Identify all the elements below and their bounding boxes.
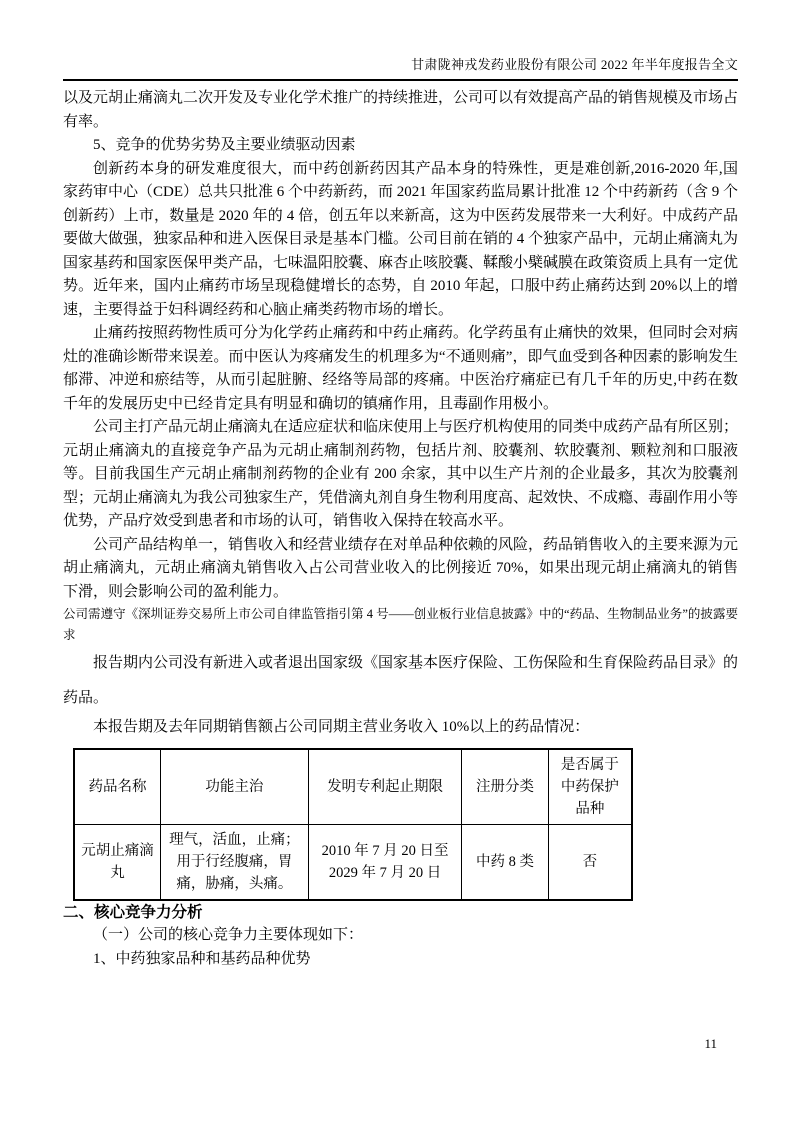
section-2-heading: 二、核心竞争力分析 <box>63 903 203 921</box>
table-row <box>74 824 632 900</box>
paragraph-disclosure-requirement: 公司需遵守《深圳证券交易所上市公司自律监管指引第 4 号——创业板行业信息披露》中的“药品、生物制品业务”的披露要求 <box>63 607 738 642</box>
table-header-registration-class: 注册分类 <box>462 749 548 825</box>
table-header-drug-name: 药品名称 <box>74 749 160 825</box>
paragraph-table-intro: 本报告期及去年同期销售额占公司同期主营业务收入 10%以上的药品情况： <box>93 719 590 735</box>
paragraph-continuation: 以及元胡止痛滴丸二次开发及专业化学术推广的持续推进，公司可以有效提高产品的销售规模及市场占有率。 <box>63 90 739 130</box>
page-content <box>63 87 738 971</box>
page-number: 11 <box>704 1036 717 1051</box>
table-header-patent-term: 发明专利起止期限 <box>308 749 461 825</box>
paragraph-innovation-drugs: 创新药本身的研发难度很大，而中药创新药因其产品本身的特殊性，更是难创新,2016-2020 年,国家药审中心（CDE）总共只批准 6 个中药新药，而 2021 年国家药监局累计批准 12 个中药新药（含 9 个创新药）上市，数量是 2020 年的 4 倍，创五年以来新高，这为中医药发展带来一大利好。中成药产品要做大做强，独家品种和进入医保目录是基本门槛。公司目前在销的 4 个独家产品中，元胡止痛滴丸为国家基药和国家医保甲类产品，七味温阳胶囊、麻杏止咳胶囊、鞣酸小檗碱膜在政策资质上具有一定优势。近年来，国内止痛药市场呈现稳健增长的态势，自 2010 年起，口服中药止痛药达到 20%以上的增速，主要得益于妇科调经药和心脑止痛类药物市场的增长。 <box>63 160 739 318</box>
table-header-row <box>74 749 632 825</box>
cell-patent-term: 2010 年 7 月 20 日至 2029 年 7 月 20 日 <box>308 824 461 900</box>
heading-competition-drivers: 5、竞争的优势劣势及主要业绩驱动因素 <box>93 137 356 153</box>
cell-drug-name: 元胡止痛滴丸 <box>74 824 160 900</box>
cell-registration-class: 中药 8 类 <box>462 824 548 900</box>
page-header-title: 甘肃陇神戎发药业股份有限公司 2022 年半年度报告全文 <box>63 54 738 81</box>
table-header-functions: 功能主治 <box>160 749 308 825</box>
table-header-tcm-protection: 是否属于中药保护品种 <box>548 749 632 825</box>
section-2-subheading: （一）公司的核心竞争力主要体现如下： <box>93 927 364 943</box>
drug-info-table <box>73 748 633 901</box>
paragraph-painkiller-market: 止痛药按照药物性质可分为化学药止痛药和中药止痛药。化学药虽有止痛快的效果，但同时会对病灶的准确诊断带来误差。而中医认为疼痛发生的机理多为“不通则痛”，即气血受到各种因素的影响发生郁滞、冲逆和瘀结等，从而引起脏腑、经络等局部的疼痛。中医治疗痛症已有几千年的历史,中药在数千年的发展历史中已经肯定具有明显和确切的镇痛作用，且毒副作用极小。 <box>63 325 739 412</box>
paragraph-insurance-catalog: 报告期内公司没有新进入或者退出国家级《国家基本医疗保险、工伤保险和生育保险药品目录》的药品。 <box>63 655 739 706</box>
section-2-item-1: 1、中药独家品种和基药品种优势 <box>93 950 311 967</box>
cell-tcm-protection: 否 <box>548 824 632 900</box>
paragraph-single-product-risk: 公司产品结构单一，销售收入和经营业绩存在对单品种依赖的风险，药品销售收入的主要来源为元胡止痛滴丸，元胡止痛滴丸销售收入占公司营业收入的比例接近 70%，如果出现元胡止痛滴丸的销售下滑，则会影响公司的盈利能力。 <box>63 536 739 600</box>
paragraph-main-product: 公司主打产品元胡止痛滴丸在适应症状和临床使用上与医疗机构使用的同类中成药产品有所区别；元胡止痛滴丸的直接竞争产品为元胡止痛制剂药物，包括片剂、胶囊剂、软胶囊剂、颗粒剂和口服液等。目前我国生产元胡止痛制剂药物的企业有 200 余家，其中以生产片剂的企业最多，其次为胶囊剂型；元胡止痛滴丸为我公司独家生产，凭借滴丸剂自身生物利用度高、起效快、不成瘾、毒副作用小等优势，产品疗效受到患者和市场的认可，销售收入保持在较高水平。 <box>63 419 739 529</box>
cell-functions: 理气，活血，止痛；用于行经腹痛，胃痛，胁痛，头痛。 <box>160 824 308 900</box>
